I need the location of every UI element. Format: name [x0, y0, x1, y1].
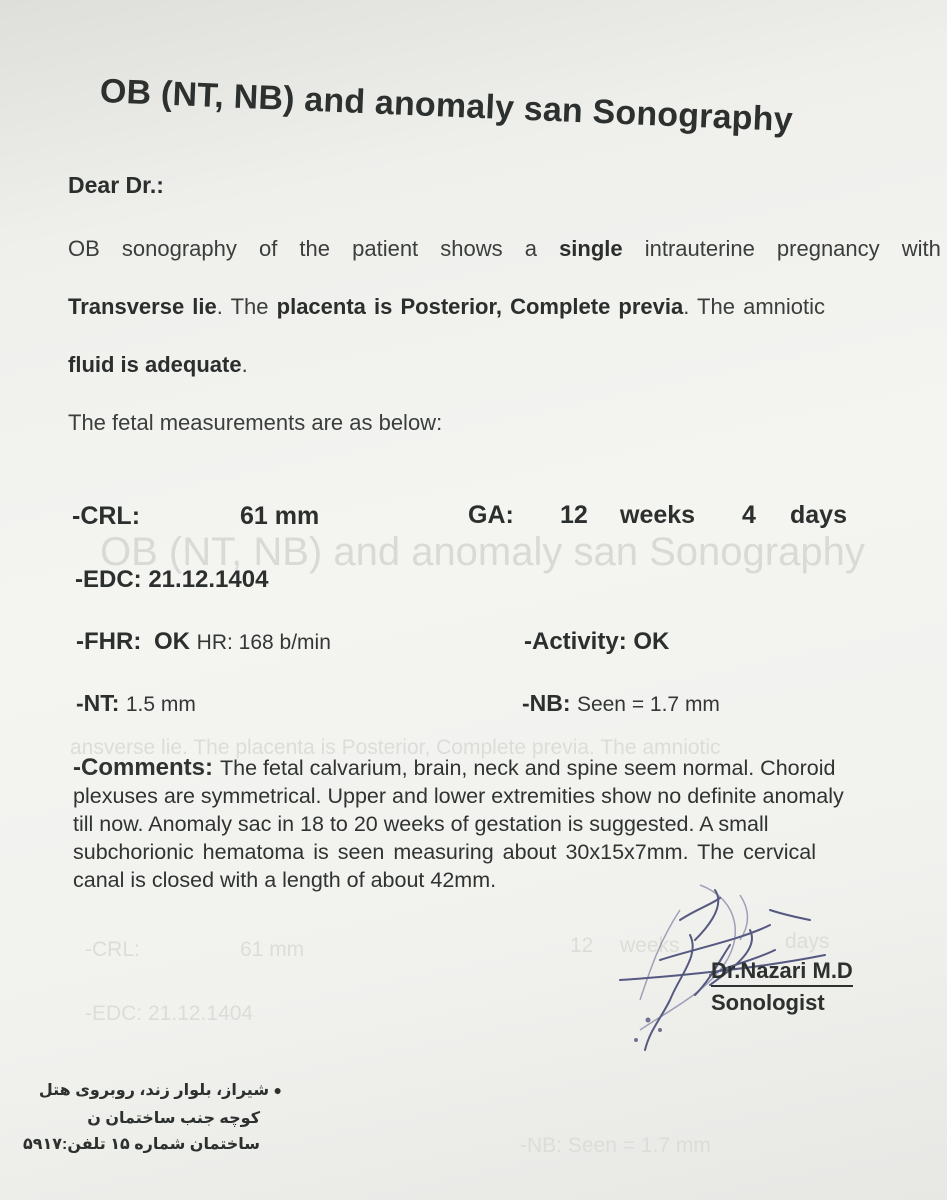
edc: -EDC: 21.12.1404 [75, 566, 269, 593]
bleedthrough-line: ansverse lie. The placenta is Posterior, Complete previa. The amniotic [70, 736, 721, 759]
address-line-1: ● شیراز، بلوار زند، روبروی هتل [38, 1082, 282, 1099]
fhr-row [76, 628, 331, 656]
fhr-label: -FHR: [76, 628, 142, 655]
heart-rate: HR: 168 b/min [196, 631, 331, 654]
bullet-dot-icon: ● [273, 1082, 282, 1098]
ga-label: GA: [468, 501, 514, 529]
address-line-2: کوچه جنب ساختمان ن [87, 1110, 260, 1127]
bleedthrough-days: days [785, 930, 830, 953]
ga-days-number: 4 [742, 501, 756, 529]
comments-line-1: -Comments: The fetal calvarium, brain, neck and spine seem normal. Choroid [73, 754, 836, 781]
activity: -Activity: OK [524, 628, 670, 655]
document-title: OB (NT, NB) and anomaly san Sonography [99, 72, 794, 140]
greeting: Dear Dr.: [68, 172, 164, 198]
comments-line-3: till now. Anomaly sac in 18 to 20 weeks of gestation is suggested. A small [73, 812, 769, 836]
bleedthrough-crl: -CRL: [85, 938, 140, 961]
bleedthrough-edc: -EDC: 21.12.1404 [85, 1002, 254, 1025]
intro-line-2: Transverse lie. The placenta is Posterior, Complete previa. The amniotic [68, 294, 826, 319]
comments-line-4: subchorionic hematoma is seen measuring about 30x15x7mm. The cervical [73, 840, 817, 864]
signature-role: Sonologist [711, 990, 825, 1015]
signature-name: Dr.Nazari M.D [711, 958, 853, 987]
nb-row [522, 690, 720, 717]
ga-days-word: days [790, 501, 847, 529]
crl-label: -CRL: [72, 502, 141, 530]
crl-value: 61 mm [240, 502, 320, 530]
ga-weeks-number: 12 [560, 501, 588, 529]
nt-row [76, 690, 196, 717]
bleedthrough-logo-text: OB (NT, NB) and anomaly san Sonography [100, 530, 865, 574]
nt-value: 1.5 mm [125, 693, 196, 716]
comments-label: -Comments: [73, 754, 214, 781]
comments-block [73, 754, 921, 894]
bleedthrough-ga-number: 12 [570, 934, 594, 957]
intro-line-3: fluid is adequate. [68, 352, 248, 377]
bleedthrough-nb: -NB: Seen = 1.7 mm [520, 1134, 711, 1157]
comments-line-2: plexuses are symmetrical. Upper and lower extremities show no definite anomaly [73, 784, 844, 808]
comments-line-5: canal is closed with a length of about 42mm. [73, 868, 497, 892]
nb-label: -NB: [522, 690, 571, 716]
address-line-3: ساختمان شماره ۱۵ تلفن:۵۹۱۷ [22, 1136, 260, 1153]
ga-weeks-word: weeks [620, 501, 696, 529]
bleedthrough-crl-value: 61 mm [240, 938, 305, 961]
intro-line-1: OB sonography of the patient shows a single intrauterine pregnancy with [68, 236, 941, 261]
fhr-value: OK [153, 628, 190, 655]
measurements-intro: The fetal measurements are as below: [68, 410, 443, 435]
nb-value: Seen = 1.7 mm [576, 693, 720, 716]
nt-label: -NT: [76, 690, 120, 716]
bleedthrough-ga-word: weeks [620, 934, 680, 957]
